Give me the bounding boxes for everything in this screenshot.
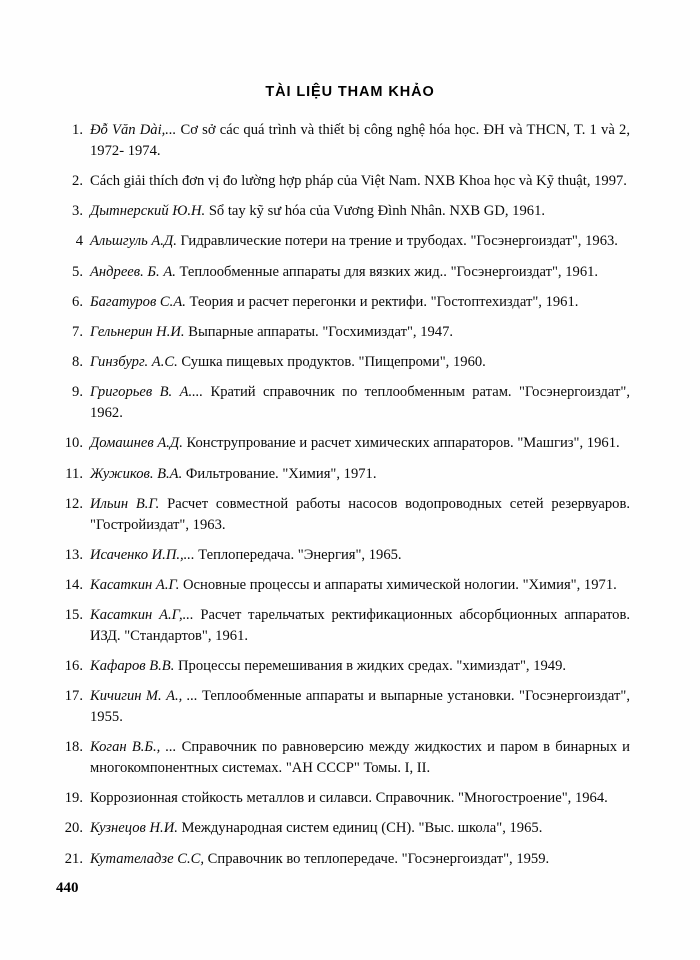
reference-author: Дытнерский Ю.Н. [90,203,206,220]
reference-title-text: Sổ tay kỹ sư hóa của Vương Đình Nhân. NXB GD, 1961. [205,203,546,220]
reference-entry [62,686,630,727]
page-title: TÀI LIỆU THAM KHẢO [265,84,435,100]
reference-title-text: Справочник по равноверсию между жидкостих и паром в бинарных и многокомпонентных системах. "АН СССР" Томы. I, II. [90,739,630,777]
reference-entry [62,788,630,809]
reference-number: 20. [64,820,83,837]
reference-text [90,322,630,343]
reference-title-text: Фильтрование. "Химия", 1971. [182,465,377,482]
reference-author: Гинзбург. А.С. [90,354,178,371]
reference-author: Альшгуль А.Д. [90,233,177,250]
reference-text [90,494,630,535]
reference-title-text: Сушка пищевых продуктов. "Пищепроми", 1960. [177,354,486,371]
reference-number: 7. [72,324,83,341]
reference-entry [62,262,630,283]
reference-number: 13. [64,546,83,563]
reference-title-text: Гидравлические потери на трение и трубодах. "Госэнергоиздат", 1963. [176,233,618,250]
reference-number: 21. [64,850,83,867]
reference-author: Касаткин А.Г. [90,577,180,593]
reference-entry [62,464,630,485]
reference-entry [62,120,630,161]
reference-author: Кузнецов Н.И. [90,820,178,837]
reference-text [90,605,630,646]
reference-number: 10. [64,435,83,452]
reference-text [90,201,630,222]
reference-entry [62,352,630,373]
reference-entry [62,656,630,677]
reference-author: Кичигин М. А., ... [90,688,198,705]
reference-title-text: Расчет совместной работы насосов водопроводных сетей резервуаров. "Гостройиздат", 1963. [90,495,630,533]
reference-author: Григорьев В. А.... [90,384,204,401]
reference-author: Касаткин А.Г,... [90,607,194,624]
reference-text [90,464,630,485]
reference-text [90,737,630,778]
reference-entry [62,382,630,423]
reference-text [90,849,630,870]
reference-number: 11. [65,465,83,482]
reference-number: 1. [72,122,83,138]
reference-title-text: Основные процессы и аппараты химической нологии. "Химия", 1971. [179,577,617,593]
reference-entry [62,818,630,839]
reference-entry [62,171,630,192]
reference-title-text: Теплообменные аппараты для вязких жид.. "Госэнергоиздат", 1961. [175,263,599,280]
reference-number: 18. [64,739,83,756]
reference-number: 12. [64,495,83,512]
reference-text [90,262,630,283]
reference-entry [62,322,630,343]
reference-title-text: Международная систем единиц (СН). "Выс. школа", 1965. [177,820,543,837]
reference-title-text: Выпарные аппараты. "Госхимиздат", 1947. [184,324,454,341]
reference-title-text: Cách giải thích đơn vị đo lường hợp pháp của Việt Nam. NXB Khoa học và Kỹ thuật, 1997. [90,172,627,189]
reference-number: 16. [64,658,83,675]
reference-entry [62,575,630,596]
reference-text [90,171,630,192]
reference-entry [62,737,630,778]
reference-title-text: Теплопередача. "Энергия", 1965. [194,546,402,563]
reference-title-text: Теплообменные аппараты и выпарные установки. "Госэнергоиздат", 1955. [90,688,630,726]
reference-entry [62,231,630,252]
reference-title-text: Cơ sở các quá trình và thiết bị công nghệ hóa học. ĐH và THCN, T. 1 và 2, 1972- 1974. [90,122,630,159]
reference-author: Домашнев А.Д. [90,435,183,452]
reference-author: Жужиков. В.А. [90,465,183,482]
reference-number: 6. [72,293,83,310]
reference-author: Коган В.Б., ... [90,739,177,756]
reference-text [90,545,630,566]
reference-number: 19. [64,790,83,807]
reference-text [90,656,630,677]
reference-title-text: Конструпрование и расчет химических аппараторов. "Машгиз", 1961. [182,435,620,452]
reference-number: 8. [72,354,83,371]
reference-author: Кафаров В.В. [90,658,175,675]
reference-entry [62,605,630,646]
reference-text [90,231,630,252]
reference-title-text: Процессы перемешивания в жидких средах. "химиздат", 1949. [174,658,567,675]
reference-entry [62,494,630,535]
reference-text [90,686,630,727]
reference-text [90,818,630,839]
reference-entry [62,545,630,566]
reference-text [90,433,630,454]
reference-number: 2. [72,172,83,189]
reference-text [90,352,630,373]
reference-number: 9. [72,384,83,401]
reference-title-text: Кратий справочник по теплообменным ратам. "Госэнергоиздат", 1962. [90,384,630,422]
reference-number: 3. [72,203,83,220]
reference-author: Андреев. Б. А. [90,263,176,280]
reference-text [90,382,630,423]
reference-author: Кутателадзе С.С, [90,850,205,867]
reference-author: Đỗ Văn Dài,... [90,122,177,138]
reference-title-text: Теория и расчет перегонки и ректифи. "Гостоптехиздат", 1961. [185,293,579,310]
reference-entry [62,292,630,313]
reference-title-text: Справочник во теплопередаче. "Госэнергоиздат", 1959. [204,850,550,867]
page-number: 440 [56,880,79,896]
reference-text [90,120,630,161]
reference-title-text: Коррозионная стойкость металлов и силавси. Справочник. "Многостроение", 1964. [90,790,608,807]
reference-author: Исаченко И.П.,... [90,546,195,563]
reference-number: 5. [72,263,83,280]
reference-author: Ильин В.Г. [90,495,160,512]
reference-number: 4 [75,233,83,250]
reference-number: 15. [64,607,83,624]
reference-author: Багатуров С.А. [90,293,186,310]
reference-number: 14. [64,577,83,593]
reference-text [90,788,630,809]
reference-entry [62,849,630,870]
reference-entry [62,201,630,222]
reference-number: 17. [64,688,83,705]
reference-entry [62,433,630,454]
reference-title-text: Расчет тарельчатых ректификационных абсорбционных аппаратов. ИЗД. "Стандартов", 1961. [90,607,630,644]
reference-list [62,120,630,879]
reference-text [90,575,630,596]
reference-author: Гельнерин Н.И. [90,324,185,341]
reference-text [90,292,630,313]
